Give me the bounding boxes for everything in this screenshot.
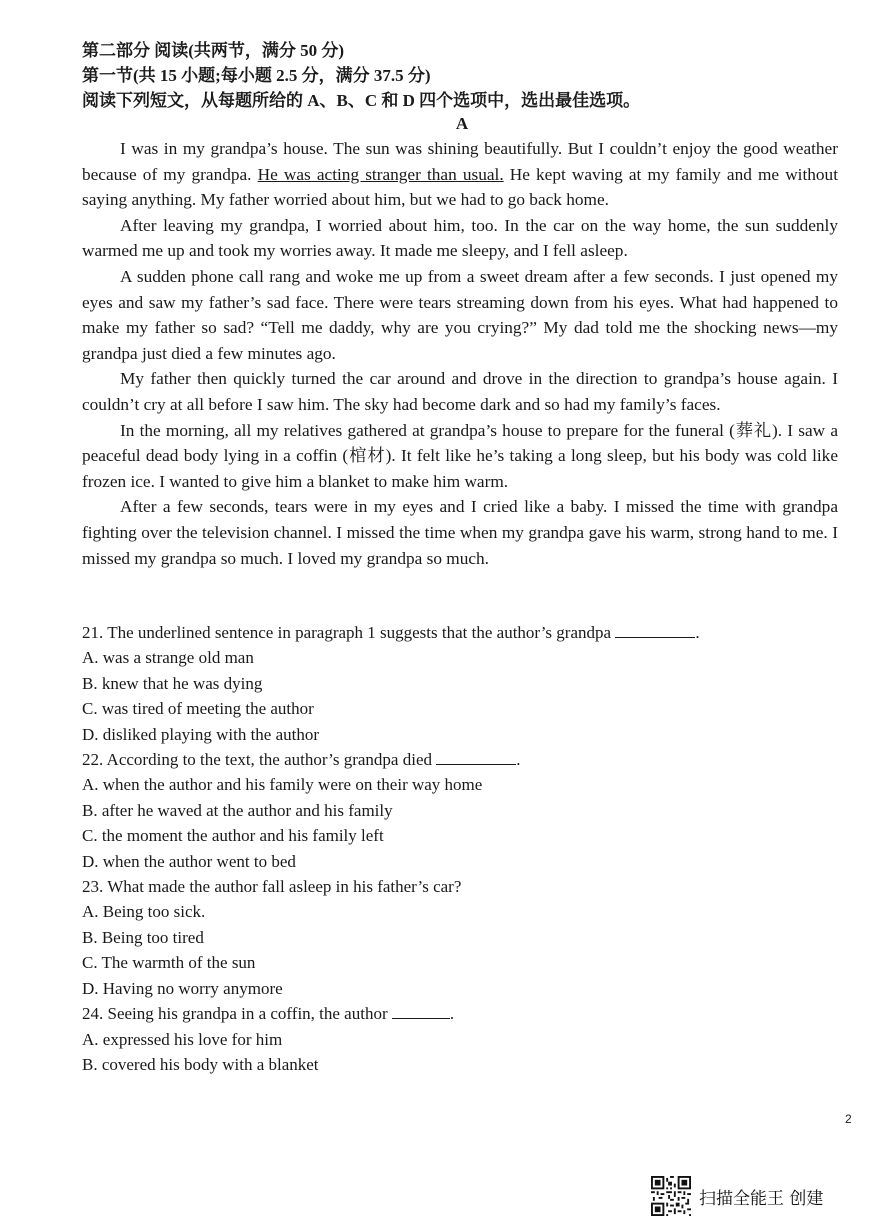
paragraph-5: In the morning, all my relatives gathered at grandpa’s house to prepare for the funeral (葬礼). I saw a peaceful dead body lying in a coffin (棺材). It felt like he’s taking a long sleep, but his body was cold like frozen ice. I wanted to give him a blanket to make him warm. [82,420,838,491]
question-text: 21. The underlined sentence in paragraph 1 suggests that the author’s grandpa [82,623,616,642]
option-b: B. covered his body with a blanket [82,1054,319,1074]
paragraph-2: After leaving my grandpa, I worried about him, too. In the car on the way home, the sun suddenly warmed me up and took my worries away. It made me sleepy, and I fell asleep. [82,215,838,261]
question-stem [82,747,838,772]
option-d: D. disliked playing with the author [82,724,320,744]
scanner-watermark [651,1176,823,1216]
question-22 [82,747,838,874]
answer-blank [436,750,516,765]
instructions: 阅读下列短文，从每题所给的 A、B、C 和 D 四个选项中，选出最佳选项。 [82,91,641,110]
page-number: 2 [845,1112,852,1126]
question-text: 24. Seeing his grandpa in a coffin, the author [82,1004,392,1024]
question-stem [82,620,838,645]
part-title: 第二部分 阅读(共两节，满分 50 分) [82,41,345,60]
question-24 [82,1001,838,1077]
option-b: B. Being too tired [82,927,204,947]
underlined-sentence: He was acting stranger than usual. [257,164,504,184]
option-c: C. was tired of meeting the author [82,699,314,719]
option-d: D. Having no worry anymore [82,978,283,998]
question-end: . [516,750,521,770]
option-d: D. when the author went to bed [82,851,296,871]
question-stem [82,1001,838,1026]
option-c: C. The warmth of the sun [82,953,256,973]
scanner-text: 扫描全能王 创建 [699,1188,824,1209]
paragraph-4: My father then quickly turned the car around and drove in the direction to grandpa’s house again. I couldn’t cry at all before I saw him. The sky had become dark and so had my family’s faces. [82,369,838,414]
option-a: A. was a strange old man [82,648,254,668]
option-a: A. when the author and his family were on their way home [82,775,483,795]
answer-blank [392,1004,450,1019]
option-b: B. knew that he was dying [82,673,263,693]
question-end: . [449,1004,455,1024]
qr-code-icon [651,1176,691,1216]
question-end: . [695,623,700,642]
question-text: 22. According to the text, the author’s grandpa died [82,750,437,770]
paragraph-6: After a few seconds, tears were in my eyes and I cried like a baby. I missed the time with grandpa fighting over the television channel. I missed the time when my grandpa gave his warm, strong hand to me. I missed my grandpa so much. I loved my grandpa so much. [82,497,838,568]
question-21 [82,620,838,747]
answer-blank [615,623,695,638]
paragraph-1-start: I was in my grandpa’s house. The sun was shining beautifully. But I couldn’t enjoy the good weather because of my grandpa. [82,139,838,184]
option-c: C. the moment the author and his family left [82,826,384,846]
question-list [82,620,838,1077]
option-b: B. after he waved at the author and his family [82,800,393,820]
passage-letter: A [455,114,469,133]
paragraph-3: A sudden phone call rang and woke me up from a sweet dream after a few seconds. I just opened my eyes and saw my father’s sad face. There were tears streaming down from his eyes. What had happened to make my father so sad? “Tell me daddy, why are you crying?” My dad told me the shocking news—my grandpa just died a few minutes ago. [82,266,838,363]
option-a: A. expressed his love for him [82,1029,283,1049]
question-23 [82,874,838,1001]
reading-passage [82,136,838,571]
paragraph-1-end: He kept waving at my family and me without saying anything. My father worried about him, but we had to go back home. [82,164,838,210]
paragraph-1 [82,136,838,213]
section-header [82,38,842,137]
section-title: 第一节(共 15 小题;每小题 2.5 分，满分 37.5 分) [82,66,431,85]
question-stem: 23. What made the author fall asleep in his father’s car? [82,877,462,897]
option-a: A. Being too sick. [82,902,206,922]
